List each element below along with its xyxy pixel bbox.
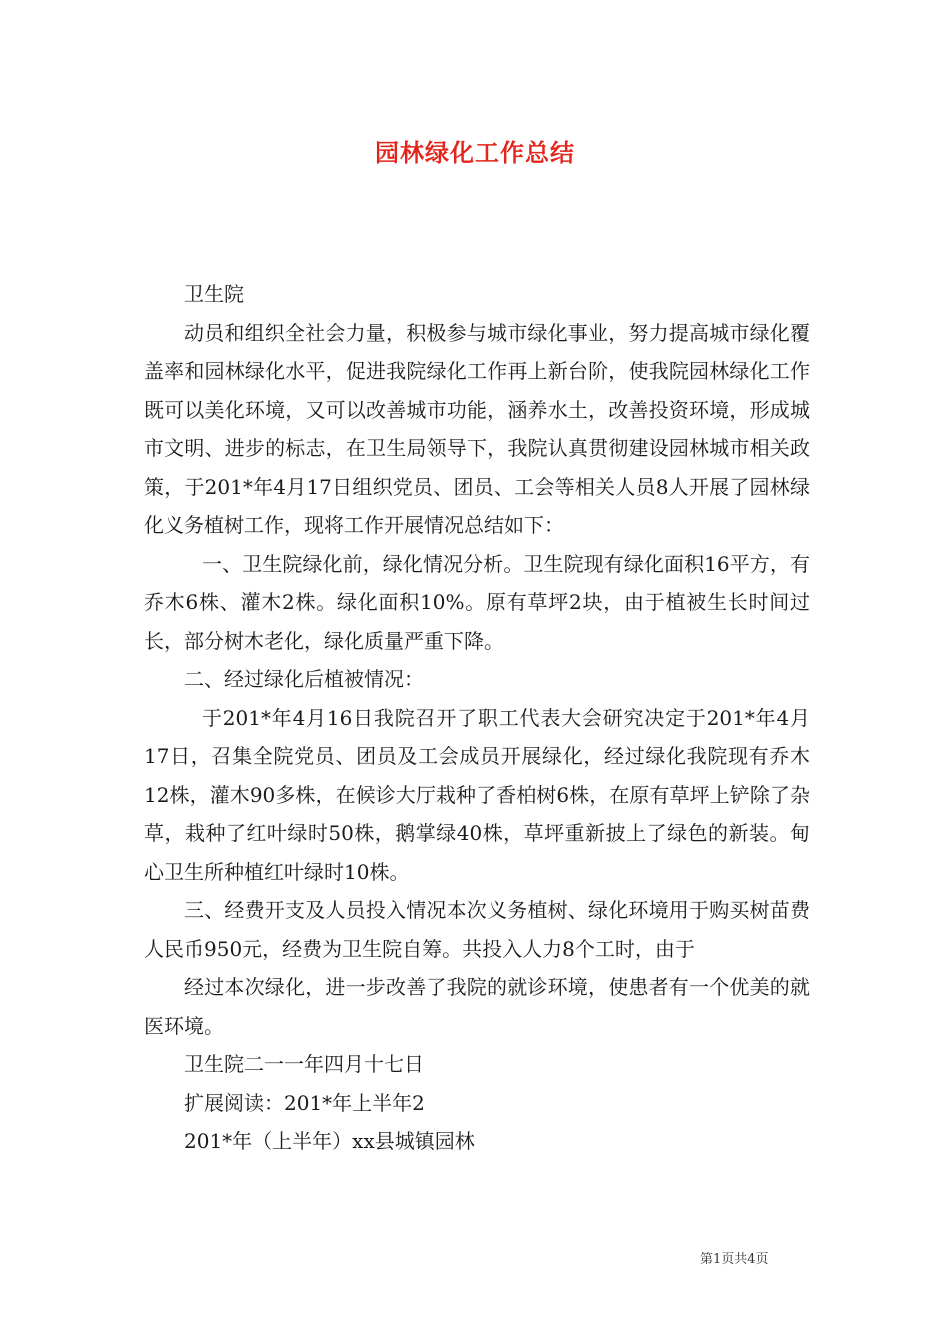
document-title: 园林绿化工作总结: [375, 138, 575, 167]
paragraph-signature-date: 卫生院二一一年四月十七日: [184, 1052, 424, 1076]
paragraph-section-2-body: 于201*年4月16日我院召开了职工代表大会研究决定于201*年4月17日，召集全院党员、团员及工会成员开展绿化，经过绿化我院现有乔木12株，灌木90多株，在候诊大厅栽种了香柏树6株，在原有草坪上铲除了杂草，栽种了红叶绿时50株，鹅掌绿40株，草坪重新披上了绿色的新装。甸心卫生所种植红叶绿时10株。: [144, 705, 810, 884]
paragraph-org-name: 卫生院: [184, 282, 244, 306]
paragraph-section-3: 三、经费开支及人员投入情况本次义务植树、绿化环境用于购买树苗费人民币950元，经费为卫生院自筹。共投入人力8个工时，由于: [144, 898, 810, 961]
page-number: 第1页共4页: [700, 1252, 769, 1267]
paragraph-section-2-heading: 二、经过绿化后植被情况：: [184, 667, 424, 691]
document-body: [144, 275, 810, 1161]
paragraph-intro: 动员和组织全社会力量，积极参与城市绿化事业，努力提高城市绿化覆盖率和园林绿化水平，促进我院绿化工作再上新台阶，使我院园林绿化工作既可以美化环境，又可以改善城市功能，涵养水土，改善投资环境，形成城市文明、进步的标志，在卫生局领导下，我院认真贯彻建设园林城市相关政策，于201*年4月17日组织党员、团员、工会等相关人员8人开展了园林绿化义务植树工作，现将工作开展情况总结如下：: [144, 320, 810, 537]
paragraph-section-1: 一、卫生院绿化前，绿化情况分析。卫生院现有绿化面积16平方，有乔木6株、灌木2株。绿化面积10%。原有草坪2块，由于植被生长时间过长，部分树木老化，绿化质量严重下降。: [144, 551, 810, 653]
paragraph-conclusion: 经过本次绿化，进一步改善了我院的就诊环境，使患者有一个优美的就医环境。: [144, 975, 810, 1038]
paragraph-extended-reading: 扩展阅读：201*年上半年2: [184, 1090, 425, 1115]
paragraph-next-heading: 201*年（上半年）xx县城镇园林: [184, 1129, 475, 1153]
